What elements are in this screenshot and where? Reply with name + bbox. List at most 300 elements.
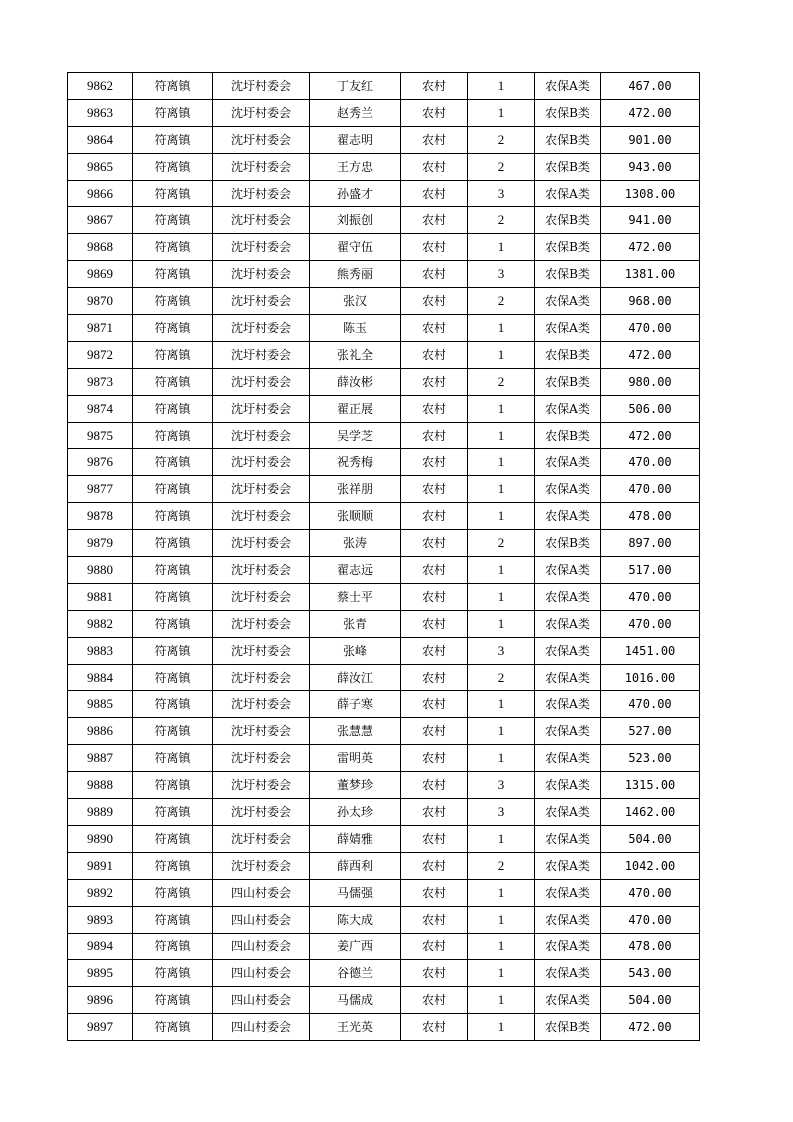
cell-amount: 467.00 — [601, 73, 700, 100]
cell-category: 农保A类 — [535, 745, 601, 772]
cell-village: 沈圩村委会 — [213, 691, 310, 718]
cell-count: 1 — [468, 73, 535, 100]
table-row — [68, 126, 700, 153]
table-row — [68, 315, 700, 342]
cell-id: 9885 — [68, 691, 133, 718]
cell-id: 9874 — [68, 395, 133, 422]
cell-village: 沈圩村委会 — [213, 610, 310, 637]
cell-area: 农村 — [401, 422, 468, 449]
cell-category: 农保A类 — [535, 315, 601, 342]
cell-id: 9866 — [68, 180, 133, 207]
cell-amount: 470.00 — [601, 583, 700, 610]
cell-category: 农保B类 — [535, 368, 601, 395]
cell-name: 董梦珍 — [310, 772, 401, 799]
cell-amount: 470.00 — [601, 691, 700, 718]
cell-category: 农保A类 — [535, 879, 601, 906]
cell-name: 谷德兰 — [310, 960, 401, 987]
cell-category: 农保B类 — [535, 422, 601, 449]
cell-category: 农保A类 — [535, 960, 601, 987]
cell-count: 2 — [468, 530, 535, 557]
cell-count: 2 — [468, 664, 535, 691]
table-row — [68, 825, 700, 852]
cell-village: 沈圩村委会 — [213, 73, 310, 100]
cell-village: 沈圩村委会 — [213, 557, 310, 584]
cell-amount: 470.00 — [601, 879, 700, 906]
cell-count: 1 — [468, 825, 535, 852]
cell-name: 刘振创 — [310, 207, 401, 234]
cell-category: 农保A类 — [535, 288, 601, 315]
cell-name: 翟志远 — [310, 557, 401, 584]
cell-count: 2 — [468, 852, 535, 879]
table-row — [68, 207, 700, 234]
table-row — [68, 1014, 700, 1041]
cell-id: 9896 — [68, 987, 133, 1014]
cell-village: 沈圩村委会 — [213, 126, 310, 153]
cell-category: 农保B类 — [535, 530, 601, 557]
cell-amount: 1451.00 — [601, 637, 700, 664]
cell-village: 沈圩村委会 — [213, 476, 310, 503]
cell-count: 2 — [468, 153, 535, 180]
cell-name: 丁友红 — [310, 73, 401, 100]
cell-town: 符离镇 — [133, 422, 213, 449]
cell-area: 农村 — [401, 718, 468, 745]
cell-count: 1 — [468, 1014, 535, 1041]
cell-amount: 472.00 — [601, 422, 700, 449]
cell-amount: 504.00 — [601, 987, 700, 1014]
table-row — [68, 153, 700, 180]
table-row — [68, 664, 700, 691]
table-row — [68, 610, 700, 637]
cell-town: 符离镇 — [133, 664, 213, 691]
cell-amount: 504.00 — [601, 825, 700, 852]
table-row — [68, 987, 700, 1014]
cell-id: 9867 — [68, 207, 133, 234]
cell-village: 沈圩村委会 — [213, 207, 310, 234]
table-row — [68, 503, 700, 530]
cell-name: 王方忠 — [310, 153, 401, 180]
cell-category: 农保A类 — [535, 476, 601, 503]
cell-id: 9895 — [68, 960, 133, 987]
cell-count: 1 — [468, 422, 535, 449]
table-row — [68, 557, 700, 584]
benefit-table — [67, 72, 700, 1041]
cell-area: 农村 — [401, 960, 468, 987]
cell-village: 四山村委会 — [213, 1014, 310, 1041]
cell-category: 农保A类 — [535, 772, 601, 799]
cell-amount: 478.00 — [601, 933, 700, 960]
cell-count: 1 — [468, 987, 535, 1014]
table-row — [68, 772, 700, 799]
table-row — [68, 476, 700, 503]
cell-name: 熊秀丽 — [310, 261, 401, 288]
cell-town: 符离镇 — [133, 691, 213, 718]
cell-village: 沈圩村委会 — [213, 261, 310, 288]
cell-area: 农村 — [401, 341, 468, 368]
cell-town: 符离镇 — [133, 637, 213, 664]
cell-category: 农保A类 — [535, 906, 601, 933]
cell-town: 符离镇 — [133, 288, 213, 315]
cell-area: 农村 — [401, 799, 468, 826]
cell-village: 沈圩村委会 — [213, 530, 310, 557]
table-row — [68, 745, 700, 772]
cell-count: 1 — [468, 933, 535, 960]
cell-area: 农村 — [401, 449, 468, 476]
cell-id: 9864 — [68, 126, 133, 153]
cell-village: 沈圩村委会 — [213, 825, 310, 852]
cell-category: 农保A类 — [535, 718, 601, 745]
cell-id: 9870 — [68, 288, 133, 315]
cell-id: 9894 — [68, 933, 133, 960]
cell-name: 祝秀梅 — [310, 449, 401, 476]
cell-id: 9863 — [68, 99, 133, 126]
cell-id: 9897 — [68, 1014, 133, 1041]
cell-name: 张涛 — [310, 530, 401, 557]
cell-category: 农保B类 — [535, 261, 601, 288]
cell-count: 1 — [468, 395, 535, 422]
cell-name: 张峰 — [310, 637, 401, 664]
cell-amount: 470.00 — [601, 610, 700, 637]
cell-town: 符离镇 — [133, 772, 213, 799]
cell-name: 薛汝彬 — [310, 368, 401, 395]
cell-town: 符离镇 — [133, 610, 213, 637]
table-row — [68, 691, 700, 718]
cell-id: 9869 — [68, 261, 133, 288]
table-row — [68, 799, 700, 826]
cell-village: 四山村委会 — [213, 879, 310, 906]
cell-count: 1 — [468, 906, 535, 933]
cell-village: 沈圩村委会 — [213, 368, 310, 395]
cell-amount: 470.00 — [601, 906, 700, 933]
cell-id: 9890 — [68, 825, 133, 852]
cell-town: 符离镇 — [133, 1014, 213, 1041]
cell-village: 沈圩村委会 — [213, 315, 310, 342]
cell-category: 农保B类 — [535, 1014, 601, 1041]
cell-category: 农保A类 — [535, 449, 601, 476]
cell-town: 符离镇 — [133, 341, 213, 368]
cell-area: 农村 — [401, 825, 468, 852]
cell-village: 沈圩村委会 — [213, 288, 310, 315]
cell-name: 薛汝江 — [310, 664, 401, 691]
cell-name: 孙盛才 — [310, 180, 401, 207]
table-row — [68, 99, 700, 126]
cell-amount: 472.00 — [601, 341, 700, 368]
cell-town: 符离镇 — [133, 99, 213, 126]
cell-count: 1 — [468, 610, 535, 637]
cell-village: 沈圩村委会 — [213, 449, 310, 476]
cell-count: 1 — [468, 234, 535, 261]
cell-id: 9875 — [68, 422, 133, 449]
cell-town: 符离镇 — [133, 557, 213, 584]
cell-village: 沈圩村委会 — [213, 503, 310, 530]
cell-area: 农村 — [401, 99, 468, 126]
cell-amount: 1308.00 — [601, 180, 700, 207]
cell-amount: 523.00 — [601, 745, 700, 772]
cell-town: 符离镇 — [133, 126, 213, 153]
cell-area: 农村 — [401, 583, 468, 610]
cell-amount: 1016.00 — [601, 664, 700, 691]
cell-village: 沈圩村委会 — [213, 153, 310, 180]
cell-id: 9871 — [68, 315, 133, 342]
cell-category: 农保A类 — [535, 852, 601, 879]
cell-town: 符离镇 — [133, 825, 213, 852]
cell-amount: 941.00 — [601, 207, 700, 234]
cell-area: 农村 — [401, 126, 468, 153]
cell-village: 沈圩村委会 — [213, 637, 310, 664]
cell-count: 3 — [468, 637, 535, 664]
cell-id: 9872 — [68, 341, 133, 368]
cell-village: 沈圩村委会 — [213, 180, 310, 207]
cell-amount: 901.00 — [601, 126, 700, 153]
cell-area: 农村 — [401, 906, 468, 933]
cell-town: 符离镇 — [133, 395, 213, 422]
cell-category: 农保A类 — [535, 180, 601, 207]
cell-area: 农村 — [401, 73, 468, 100]
cell-name: 马儒强 — [310, 879, 401, 906]
cell-amount: 517.00 — [601, 557, 700, 584]
cell-category: 农保B类 — [535, 234, 601, 261]
cell-amount: 1462.00 — [601, 799, 700, 826]
cell-amount: 472.00 — [601, 234, 700, 261]
cell-category: 农保A类 — [535, 503, 601, 530]
cell-name: 翟守伍 — [310, 234, 401, 261]
cell-id: 9891 — [68, 852, 133, 879]
cell-id: 9888 — [68, 772, 133, 799]
cell-amount: 478.00 — [601, 503, 700, 530]
cell-id: 9892 — [68, 879, 133, 906]
table-row — [68, 449, 700, 476]
cell-area: 农村 — [401, 288, 468, 315]
cell-category: 农保A类 — [535, 73, 601, 100]
table-row — [68, 960, 700, 987]
table-row — [68, 395, 700, 422]
cell-town: 符离镇 — [133, 73, 213, 100]
cell-category: 农保A类 — [535, 664, 601, 691]
cell-area: 农村 — [401, 368, 468, 395]
cell-area: 农村 — [401, 261, 468, 288]
cell-count: 1 — [468, 557, 535, 584]
table-row — [68, 852, 700, 879]
cell-village: 沈圩村委会 — [213, 799, 310, 826]
cell-amount: 1381.00 — [601, 261, 700, 288]
cell-category: 农保A类 — [535, 637, 601, 664]
cell-category: 农保A类 — [535, 557, 601, 584]
cell-name: 张青 — [310, 610, 401, 637]
cell-name: 王光英 — [310, 1014, 401, 1041]
cell-name: 翟志明 — [310, 126, 401, 153]
table-row — [68, 637, 700, 664]
cell-amount: 506.00 — [601, 395, 700, 422]
cell-name: 赵秀兰 — [310, 99, 401, 126]
cell-amount: 472.00 — [601, 1014, 700, 1041]
table-row — [68, 530, 700, 557]
cell-name: 张顺顺 — [310, 503, 401, 530]
cell-area: 农村 — [401, 530, 468, 557]
cell-town: 符离镇 — [133, 718, 213, 745]
cell-village: 沈圩村委会 — [213, 772, 310, 799]
cell-count: 1 — [468, 476, 535, 503]
cell-area: 农村 — [401, 180, 468, 207]
cell-id: 9886 — [68, 718, 133, 745]
table-row — [68, 73, 700, 100]
cell-town: 符离镇 — [133, 960, 213, 987]
table-row — [68, 906, 700, 933]
cell-name: 蔡士平 — [310, 583, 401, 610]
cell-name: 薛西利 — [310, 852, 401, 879]
cell-category: 农保B类 — [535, 99, 601, 126]
cell-village: 四山村委会 — [213, 933, 310, 960]
cell-category: 农保A类 — [535, 583, 601, 610]
cell-town: 符离镇 — [133, 530, 213, 557]
table-row — [68, 288, 700, 315]
cell-amount: 943.00 — [601, 153, 700, 180]
cell-category: 农保B类 — [535, 153, 601, 180]
cell-town: 符离镇 — [133, 476, 213, 503]
cell-name: 薛婧雅 — [310, 825, 401, 852]
cell-name: 张礼全 — [310, 341, 401, 368]
table-row — [68, 933, 700, 960]
cell-id: 9884 — [68, 664, 133, 691]
cell-category: 农保A类 — [535, 610, 601, 637]
cell-area: 农村 — [401, 852, 468, 879]
cell-name: 吴学芝 — [310, 422, 401, 449]
cell-id: 9881 — [68, 583, 133, 610]
cell-id: 9893 — [68, 906, 133, 933]
cell-name: 张汉 — [310, 288, 401, 315]
cell-id: 9876 — [68, 449, 133, 476]
table-row — [68, 368, 700, 395]
table-row — [68, 234, 700, 261]
cell-id: 9879 — [68, 530, 133, 557]
cell-area: 农村 — [401, 610, 468, 637]
cell-town: 符离镇 — [133, 852, 213, 879]
cell-count: 1 — [468, 691, 535, 718]
cell-name: 翟正展 — [310, 395, 401, 422]
table-row — [68, 718, 700, 745]
cell-town: 符离镇 — [133, 180, 213, 207]
cell-count: 3 — [468, 180, 535, 207]
cell-count: 1 — [468, 449, 535, 476]
cell-count: 1 — [468, 718, 535, 745]
cell-area: 农村 — [401, 557, 468, 584]
cell-id: 9889 — [68, 799, 133, 826]
cell-town: 符离镇 — [133, 153, 213, 180]
cell-town: 符离镇 — [133, 745, 213, 772]
cell-category: 农保A类 — [535, 691, 601, 718]
cell-name: 雷明英 — [310, 745, 401, 772]
cell-id: 9862 — [68, 73, 133, 100]
cell-village: 沈圩村委会 — [213, 99, 310, 126]
cell-village: 沈圩村委会 — [213, 583, 310, 610]
cell-count: 1 — [468, 99, 535, 126]
cell-count: 3 — [468, 772, 535, 799]
cell-area: 农村 — [401, 153, 468, 180]
cell-village: 沈圩村委会 — [213, 234, 310, 261]
cell-area: 农村 — [401, 476, 468, 503]
cell-amount: 1042.00 — [601, 852, 700, 879]
cell-area: 农村 — [401, 987, 468, 1014]
cell-area: 农村 — [401, 772, 468, 799]
cell-town: 符离镇 — [133, 906, 213, 933]
cell-village: 四山村委会 — [213, 987, 310, 1014]
cell-count: 1 — [468, 960, 535, 987]
table-row — [68, 261, 700, 288]
cell-id: 9880 — [68, 557, 133, 584]
cell-area: 农村 — [401, 315, 468, 342]
cell-category: 农保A类 — [535, 825, 601, 852]
cell-village: 沈圩村委会 — [213, 745, 310, 772]
cell-area: 农村 — [401, 1014, 468, 1041]
table-row — [68, 422, 700, 449]
cell-town: 符离镇 — [133, 315, 213, 342]
cell-name: 陈玉 — [310, 315, 401, 342]
cell-id: 9868 — [68, 234, 133, 261]
cell-count: 1 — [468, 745, 535, 772]
table-row — [68, 341, 700, 368]
cell-category: 农保B类 — [535, 341, 601, 368]
cell-village: 沈圩村委会 — [213, 718, 310, 745]
cell-id: 9882 — [68, 610, 133, 637]
cell-category: 农保A类 — [535, 933, 601, 960]
cell-area: 农村 — [401, 691, 468, 718]
cell-name: 孙太珍 — [310, 799, 401, 826]
cell-town: 符离镇 — [133, 207, 213, 234]
cell-category: 农保B类 — [535, 126, 601, 153]
table-row — [68, 879, 700, 906]
cell-area: 农村 — [401, 879, 468, 906]
cell-village: 沈圩村委会 — [213, 852, 310, 879]
cell-id: 9883 — [68, 637, 133, 664]
cell-id: 9865 — [68, 153, 133, 180]
cell-town: 符离镇 — [133, 583, 213, 610]
cell-amount: 472.00 — [601, 99, 700, 126]
cell-name: 马儒成 — [310, 987, 401, 1014]
cell-area: 农村 — [401, 664, 468, 691]
cell-town: 符离镇 — [133, 799, 213, 826]
cell-town: 符离镇 — [133, 449, 213, 476]
table-row — [68, 583, 700, 610]
cell-town: 符离镇 — [133, 503, 213, 530]
cell-count: 1 — [468, 503, 535, 530]
cell-area: 农村 — [401, 933, 468, 960]
cell-village: 沈圩村委会 — [213, 341, 310, 368]
cell-count: 2 — [468, 368, 535, 395]
cell-area: 农村 — [401, 745, 468, 772]
cell-name: 张祥朋 — [310, 476, 401, 503]
cell-amount: 470.00 — [601, 449, 700, 476]
cell-amount: 470.00 — [601, 315, 700, 342]
cell-count: 2 — [468, 207, 535, 234]
cell-count: 3 — [468, 799, 535, 826]
cell-village: 四山村委会 — [213, 906, 310, 933]
cell-area: 农村 — [401, 207, 468, 234]
table-row — [68, 180, 700, 207]
cell-count: 1 — [468, 341, 535, 368]
cell-town: 符离镇 — [133, 879, 213, 906]
cell-category: 农保A类 — [535, 395, 601, 422]
cell-id: 9878 — [68, 503, 133, 530]
cell-amount: 1315.00 — [601, 772, 700, 799]
cell-village: 四山村委会 — [213, 960, 310, 987]
table-body — [68, 73, 700, 1041]
cell-count: 3 — [468, 261, 535, 288]
cell-amount: 968.00 — [601, 288, 700, 315]
cell-amount: 543.00 — [601, 960, 700, 987]
cell-town: 符离镇 — [133, 368, 213, 395]
cell-town: 符离镇 — [133, 234, 213, 261]
cell-area: 农村 — [401, 503, 468, 530]
cell-count: 1 — [468, 879, 535, 906]
cell-area: 农村 — [401, 395, 468, 422]
